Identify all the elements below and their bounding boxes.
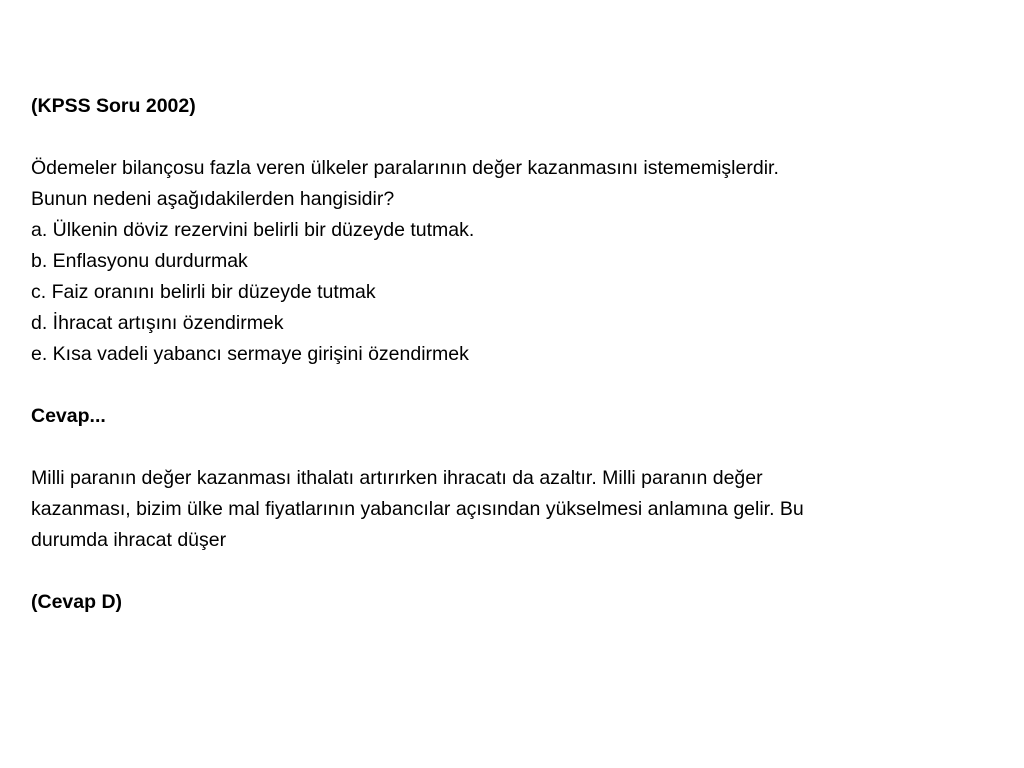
question-text-line-2: Bunun nedeni aşağıdakilerden hangisidir? (31, 188, 395, 210)
explanation-line-1: Milli paranın değer kazanması ithalatı artırırken ihracatı da azaltır. Milli paranın değer (31, 467, 763, 489)
option-c: c. Faiz oranını belirli bir düzeyde tutmak (31, 281, 376, 303)
option-b: b. Enflasyonu durdurmak (31, 250, 248, 272)
option-e: e. Kısa vadeli yabancı sermaye girişini özendirmek (31, 343, 469, 365)
option-a: a. Ülkenin döviz rezervini belirli bir düzeyde tutmak. (31, 219, 475, 241)
spacer (31, 122, 991, 153)
question-text-line-1: Ödemeler bilançosu fazla veren ülkeler paralarının değer kazanmasını istememişlerdir. (31, 157, 779, 179)
slide-content (31, 91, 991, 618)
spacer (31, 556, 991, 587)
explanation-line-2: kazanması, bizim ülke mal fiyatlarının yabancılar açısından yükselmesi anlamına gelir. Bu (31, 498, 804, 520)
answer-heading: Cevap... (31, 405, 106, 427)
spacer (31, 370, 991, 401)
option-d: d. İhracat artışını özendirmek (31, 312, 284, 334)
spacer (31, 432, 991, 463)
explanation-line-3: durumda ihracat düşer (31, 529, 227, 551)
question-source-header: (KPSS Soru 2002) (31, 95, 196, 117)
final-answer: (Cevap D) (31, 591, 123, 613)
